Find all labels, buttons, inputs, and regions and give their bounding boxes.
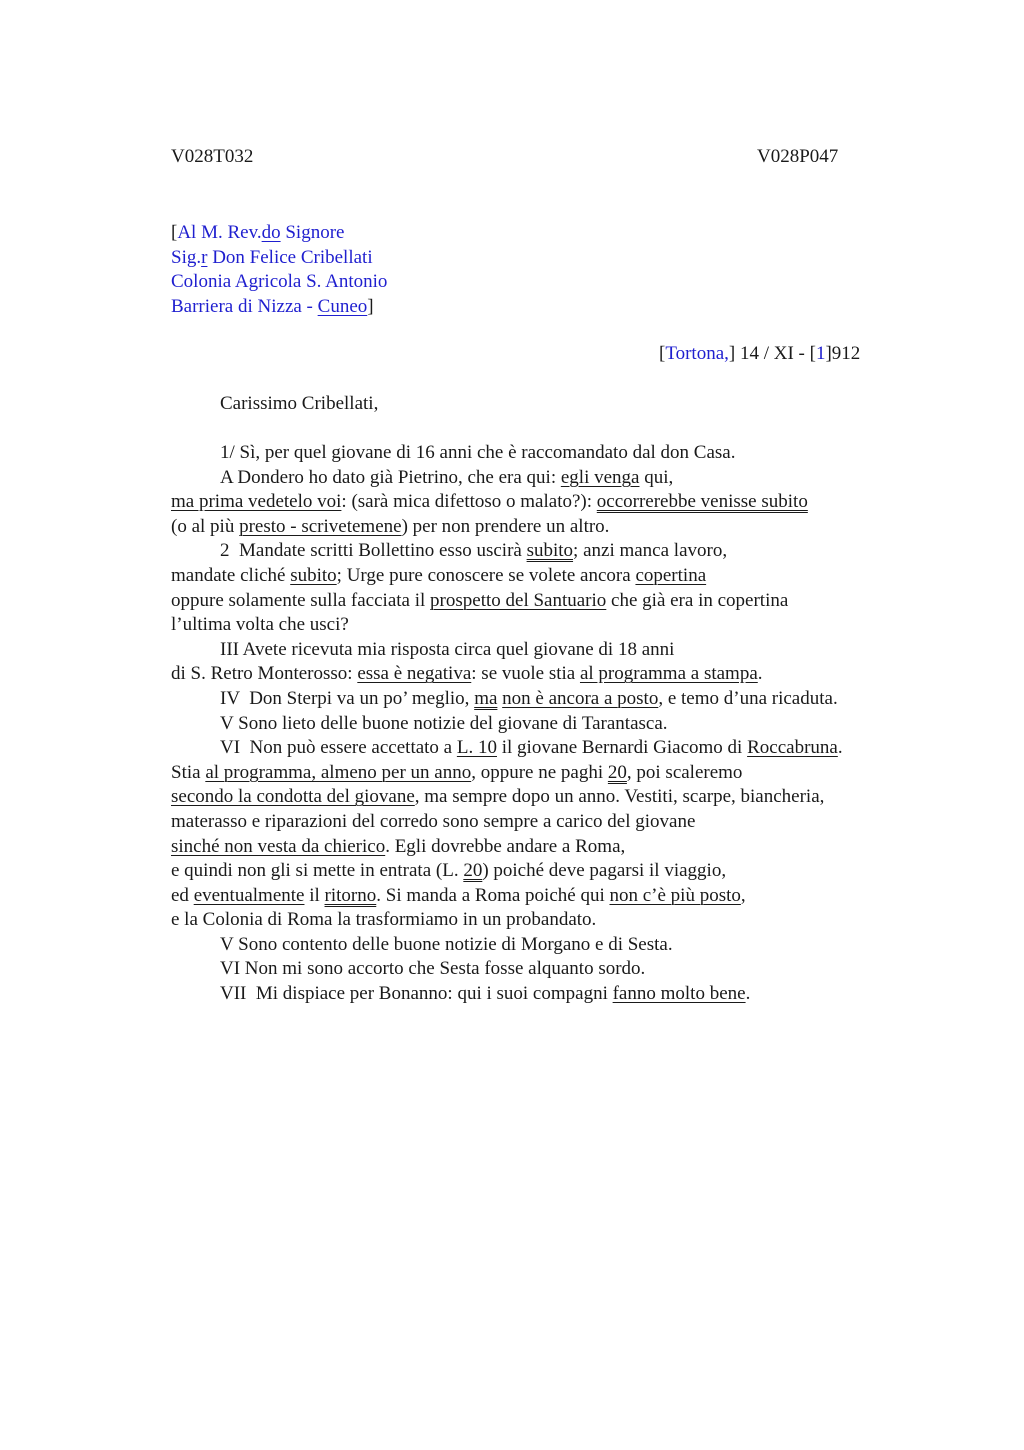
underlined: Roccabruna bbox=[747, 737, 838, 759]
body-line: V Sono lieto delle buone notizie del giovane di Tarantasca. bbox=[220, 712, 668, 734]
text: A Dondero ho dato già Pietrino, che era qui: bbox=[220, 466, 561, 488]
text: ed bbox=[171, 884, 194, 906]
text: ; anzi manca lavoro, bbox=[573, 540, 728, 562]
underlined: copertina bbox=[635, 564, 707, 586]
body-line: l’ultima volta che usci? bbox=[171, 614, 349, 636]
address-line-1 bbox=[171, 221, 387, 246]
address-underlined: r bbox=[201, 246, 208, 268]
text: . Egli dovrebbe andare a Roma, bbox=[385, 835, 626, 857]
text: che già era in copertina bbox=[606, 589, 789, 611]
date-text: ] 14 / XI - [ bbox=[728, 343, 816, 364]
text: VI Non può essere accettato a bbox=[220, 737, 457, 759]
text: : (sarà mica difettoso o malato?): bbox=[341, 491, 597, 513]
address-text: Al M. Rev. bbox=[177, 222, 262, 243]
underlined: al programma, almeno per un anno bbox=[205, 761, 472, 783]
date-text: ]912 bbox=[825, 343, 861, 364]
body-line bbox=[171, 835, 843, 860]
address-underlined: Cuneo bbox=[317, 295, 368, 317]
body-line bbox=[171, 515, 843, 540]
double-underlined: ma bbox=[474, 687, 498, 709]
address-line-4 bbox=[171, 295, 387, 320]
underlined: egli venga bbox=[560, 466, 640, 488]
body-line bbox=[171, 490, 843, 515]
underlined: secondo la condotta del giovane bbox=[171, 786, 415, 808]
address-text: Barriera di Nizza - bbox=[171, 295, 318, 317]
body-line bbox=[171, 884, 843, 909]
body-line bbox=[171, 736, 843, 761]
text: il bbox=[304, 884, 325, 906]
text: . bbox=[757, 663, 763, 685]
text: mandate cliché bbox=[171, 564, 291, 586]
underlined: al programma a stampa bbox=[579, 663, 758, 685]
text: , poi scaleremo bbox=[626, 761, 743, 783]
text: ; Urge pure conoscere se volete ancora bbox=[336, 564, 636, 586]
address-block bbox=[171, 221, 387, 319]
document-code-right: V028P047 bbox=[757, 146, 839, 167]
underlined: sinché non vesta da chierico bbox=[171, 835, 386, 857]
body-line bbox=[171, 466, 843, 491]
text: . bbox=[837, 737, 843, 759]
body-line: VI Non mi sono accorto che Sesta fosse alquanto sordo. bbox=[220, 958, 646, 980]
body-line bbox=[171, 785, 843, 810]
text: , bbox=[740, 884, 746, 906]
underlined: eventualmente bbox=[193, 884, 305, 906]
text: oppure solamente sulla facciata il bbox=[171, 589, 431, 611]
underlined: non c’è più posto bbox=[609, 884, 741, 906]
underlined: prospetto del Santuario bbox=[430, 589, 607, 611]
underlined: essa è negativa bbox=[357, 663, 472, 685]
text: ) poiché deve pagarsi il viaggio, bbox=[482, 860, 727, 882]
double-underlined: 20 bbox=[607, 761, 627, 783]
double-underlined: ritorno bbox=[324, 884, 377, 906]
address-line-2 bbox=[171, 246, 387, 271]
body-line: III Avete ricevuta mia risposta circa quel giovane di 18 anni bbox=[220, 638, 675, 660]
underlined: ma prima vedetelo voi bbox=[171, 491, 342, 513]
greeting: Carissimo Cribellati, bbox=[220, 393, 379, 414]
text: , oppure ne paghi bbox=[471, 761, 608, 783]
body-line bbox=[171, 564, 843, 589]
body-line bbox=[171, 539, 843, 564]
body-line: e la Colonia di Roma la trasformiamo in un probandato. bbox=[171, 909, 597, 931]
body-line: materasso e riparazioni del corredo sono sempre a carico del giovane bbox=[171, 810, 696, 832]
document-code-left: V028T032 bbox=[171, 146, 254, 167]
text: 2 Mandate scritti Bollettino esso uscirà bbox=[220, 540, 527, 562]
double-underlined: occorrerebbe venisse subito bbox=[596, 491, 808, 513]
text: IV Don Sterpi va un po’ meglio, bbox=[220, 687, 475, 709]
letter-body bbox=[171, 441, 843, 1007]
bracket-close: ] bbox=[367, 295, 374, 317]
text: . Si manda a Roma poiché qui bbox=[376, 884, 610, 906]
text: il giovane Bernardi Giacomo di bbox=[496, 737, 748, 759]
double-underlined: 20 bbox=[463, 860, 483, 882]
address-text: Sig. bbox=[171, 246, 202, 268]
body-line: 1/ Sì, per quel giovane di 16 anni che è raccomandato dal don Casa. bbox=[220, 442, 736, 463]
text: (o al più bbox=[171, 515, 240, 537]
underlined: presto - scrivetemene bbox=[239, 515, 402, 537]
body-line bbox=[171, 761, 843, 786]
bracket-open: [ bbox=[171, 222, 178, 243]
underlined: subito bbox=[290, 564, 337, 586]
address-line-3: Colonia Agricola S. Antonio bbox=[171, 271, 388, 293]
body-line bbox=[171, 859, 843, 884]
letter-date bbox=[659, 343, 860, 365]
double-underlined: subito bbox=[526, 540, 574, 562]
underlined: non è ancora a posto bbox=[502, 687, 659, 709]
text: . bbox=[745, 983, 751, 1005]
body-line bbox=[171, 687, 843, 712]
body-line bbox=[171, 982, 843, 1007]
address-text: Signore bbox=[280, 222, 345, 243]
date-bracket: [ bbox=[659, 343, 666, 364]
text: , e temo d’una ricaduta. bbox=[658, 687, 838, 709]
address-text: Don Felice Cribellati bbox=[207, 246, 373, 268]
text: qui, bbox=[639, 466, 674, 488]
date-digit: 1 bbox=[815, 343, 826, 364]
text: e quindi non gli si mette in entrata (L. bbox=[171, 860, 464, 882]
text: : se vuole stia bbox=[471, 663, 580, 685]
date-place: Tortona, bbox=[665, 343, 729, 364]
text: VII Mi dispiace per Bonanno: qui i suoi compagni bbox=[220, 983, 613, 1005]
text: di S. Retro Monterosso: bbox=[171, 663, 358, 685]
text: Stia bbox=[171, 761, 206, 783]
address-underlined: do bbox=[261, 222, 281, 243]
body-line bbox=[171, 662, 843, 687]
body-line: V Sono contento delle buone notizie di Morgano e di Sesta. bbox=[220, 933, 673, 955]
text: ) per non prendere un altro. bbox=[401, 515, 610, 537]
body-line bbox=[171, 589, 843, 614]
underlined: L. 10 bbox=[456, 737, 497, 759]
underlined: fanno molto bene bbox=[612, 983, 746, 1005]
text: , ma sempre dopo un anno. Vestiti, scarpe, biancheria, bbox=[414, 786, 825, 808]
